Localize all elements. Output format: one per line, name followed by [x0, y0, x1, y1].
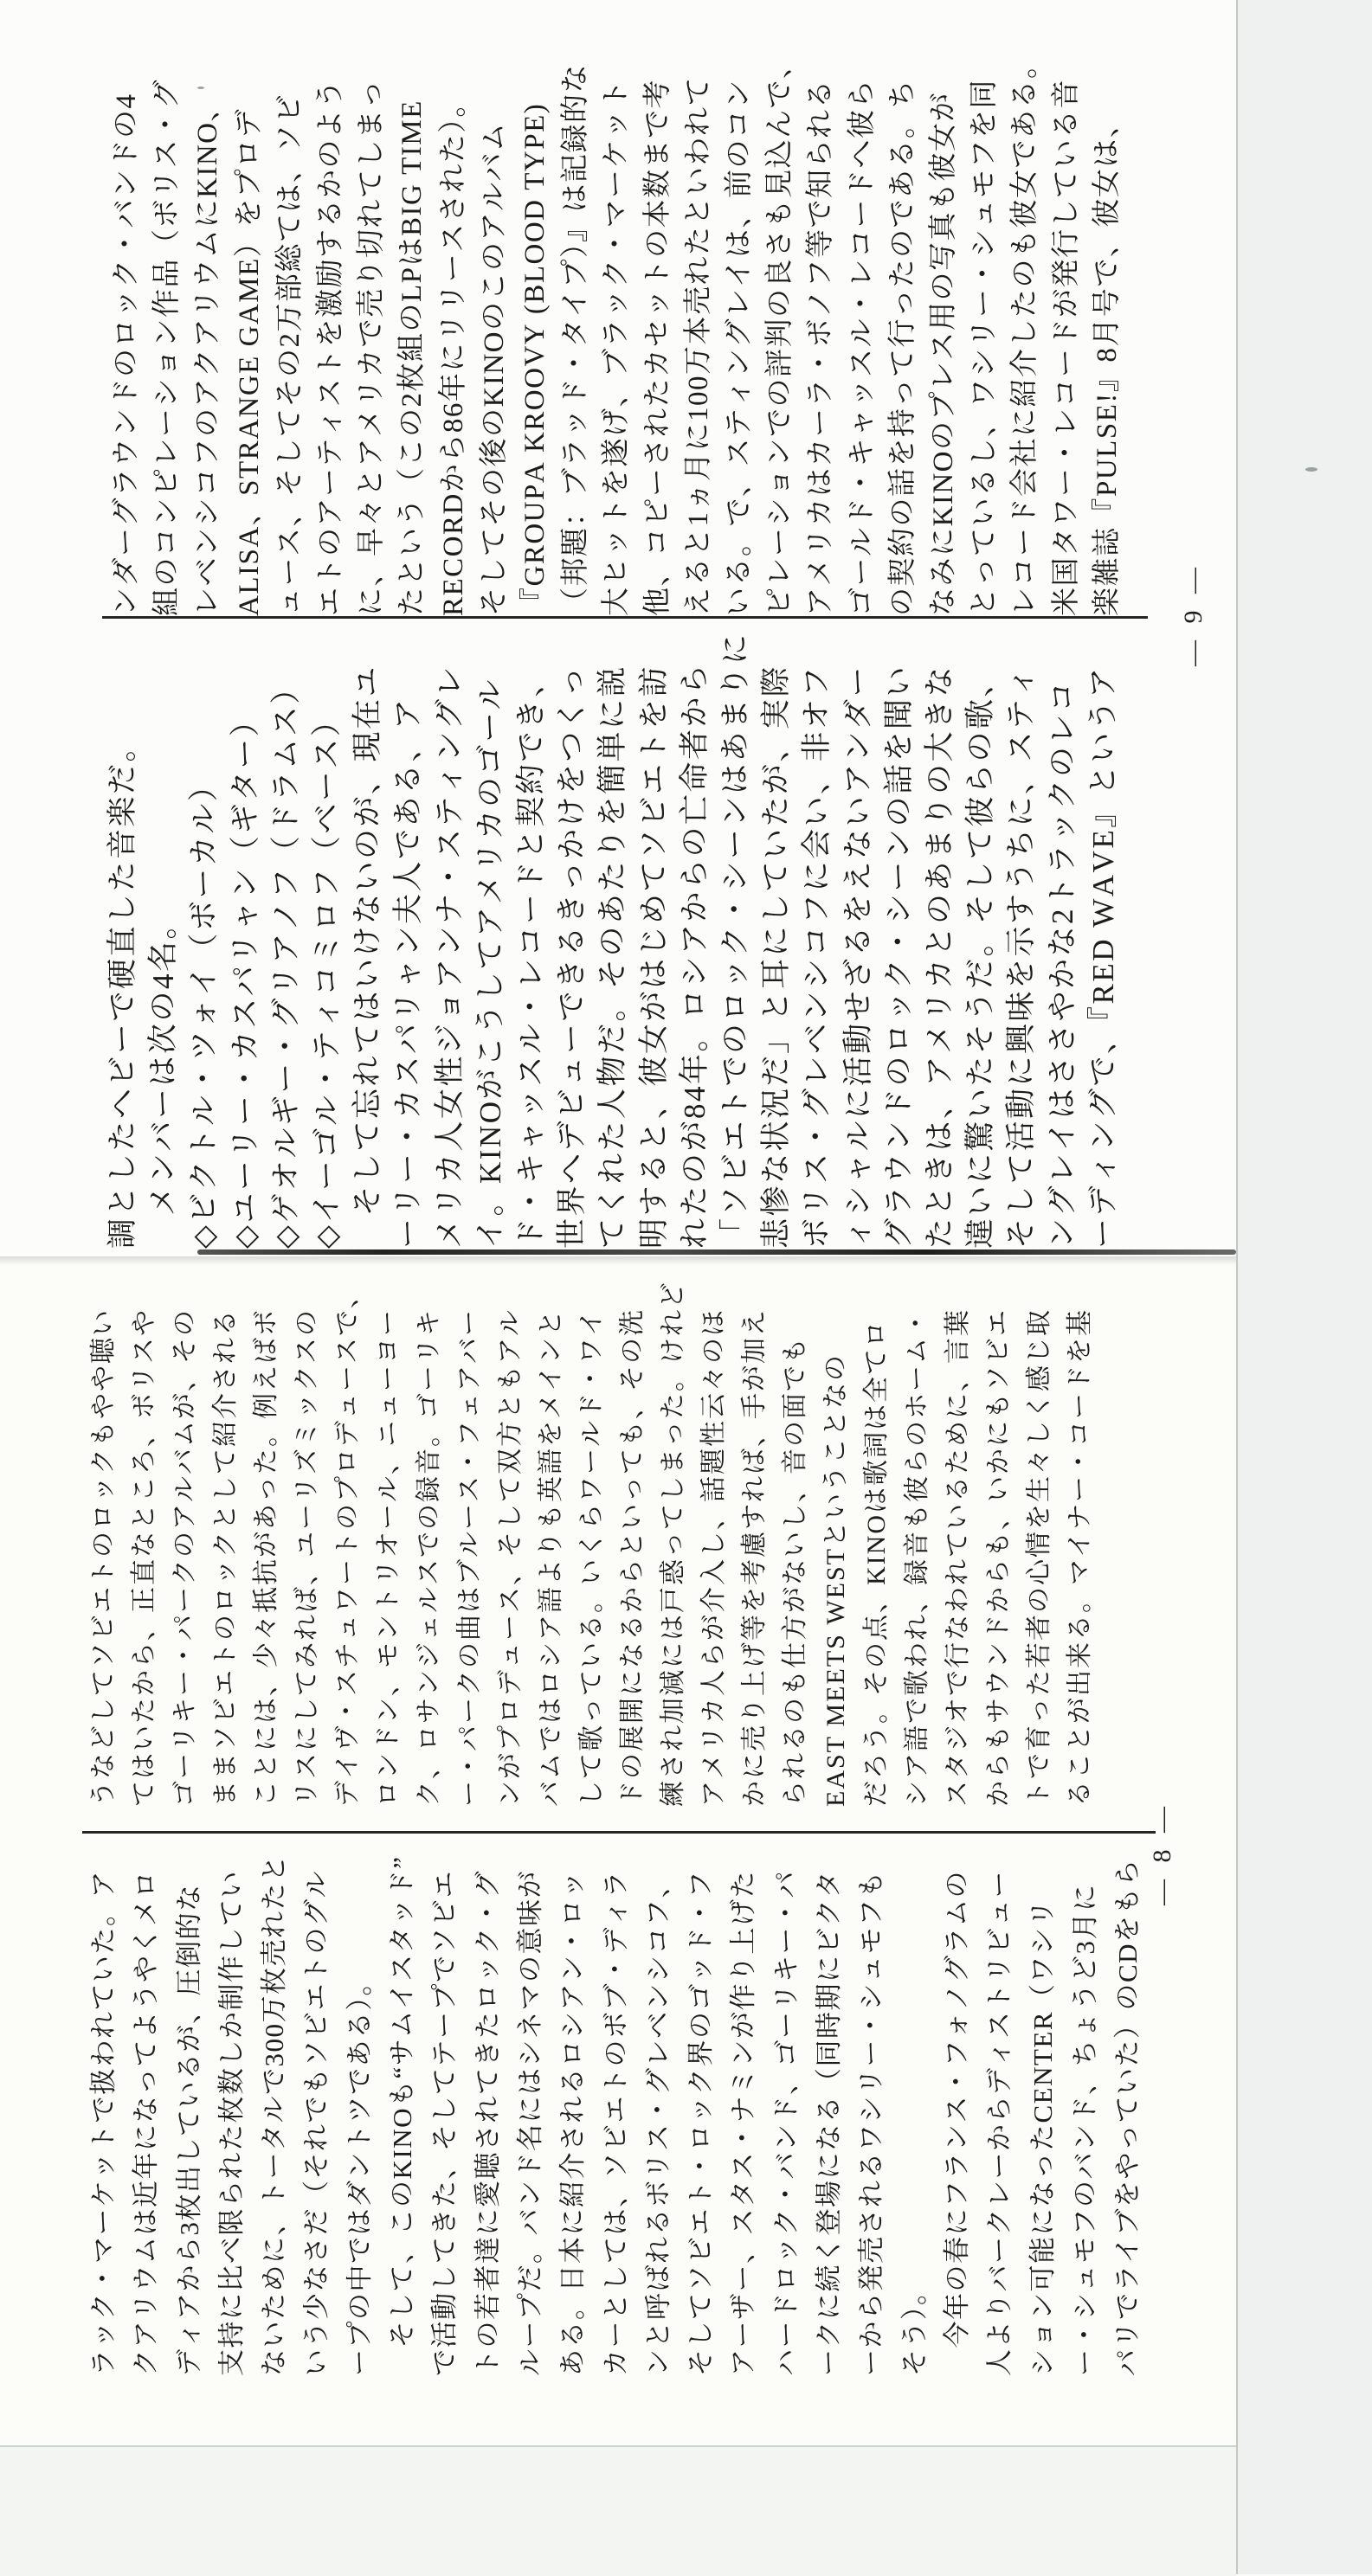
text-line: ーから発売されるワシリー・シュモフも — [856, 1870, 887, 2376]
page-number-8-text: ― 8 ― — [1148, 1802, 1176, 1905]
text-line: いる。で、スティングレイは、前のコン — [724, 79, 756, 616]
text-line: だろう。その点、KINOは歌詞は全てロ — [862, 1320, 891, 1807]
text-line: RECORDから86年にリリースされた）。 — [437, 87, 469, 616]
text-line: ンと呼ばれるボリス・グレベンシコフ、 — [642, 1870, 673, 2376]
page-overlap-edge — [197, 1249, 1236, 1255]
text-line: EAST MEETS WESTということなの — [821, 1353, 850, 1807]
page-number-8 — [1148, 1802, 1252, 1905]
text-line: ラック・マーケットで扱われていた。ア — [88, 1870, 119, 2376]
text-line: そして忘れてはいけないのが、現在ユ — [351, 664, 385, 1249]
text-line: そして、このKINOも“サムイスタッド” — [387, 1855, 418, 2376]
page-overlap-shadow — [0, 1256, 1236, 1265]
text-line: ーディングで、『RED WAVE』というア — [1085, 665, 1120, 1249]
copier-speck — [197, 87, 204, 89]
text-line: てはいたから、正直なところ、ボリスや — [130, 1308, 158, 1807]
text-line: ク、ロサンジェルスでの録音。ゴーリキ — [415, 1308, 443, 1807]
text-line: 『GROUPA KROOVY (BLOOD TYPE) — [519, 102, 551, 616]
text-line: ドの展開になるからといっても、その洗 — [618, 1308, 647, 1807]
text-line: そして活動に興味を示すうちに、スティ — [1004, 664, 1039, 1249]
text-line: 支持に比べ限られた枚数しか制作してい — [216, 1870, 247, 2376]
text-line: リスにしてみれば、ユーリズミックスの — [293, 1308, 321, 1807]
page9-text-column-right — [106, 48, 1128, 616]
text-line: たという（この2枚組のLPはBIG TIME — [396, 100, 428, 616]
text-line: 他、コピーされたカセットの本数まで考 — [641, 79, 673, 616]
scanner-margin-bottom — [0, 2445, 1236, 2576]
text-line: からもサウンドからも、いかにもソビエ — [984, 1308, 1013, 1807]
text-line: ALISA、STRANGE GAME）をプロデ — [233, 107, 265, 616]
page8-text-column-right — [83, 1281, 1100, 1807]
text-line: ことには、少々抵抗があった。例えばボ — [252, 1308, 280, 1807]
text-line: 調としたヘビーで硬直した音楽だ。 — [106, 729, 139, 1249]
text-line: えると1ヵ月に100万本売れたといわれて — [682, 76, 714, 616]
text-line: 練され加減には戸惑ってしまった。けれど — [659, 1281, 687, 1807]
text-line: アメリカ人らが介入し、話題性云々のほ — [699, 1308, 728, 1807]
text-line: ンがプロデュース、そして双方ともアル — [496, 1308, 525, 1807]
text-line: レコード会社に紹介したのも彼女である。 — [1009, 48, 1041, 616]
page-number-9-text: ― 9 ― — [1179, 562, 1208, 666]
text-line: メリカ人女性ジョアンナ・スティングレ — [432, 664, 467, 1249]
text-line: ることが出来る。マイナー・コードを基 — [1066, 1308, 1094, 1807]
text-line: ークに続く登場になる（同時期にビクタ — [814, 1870, 845, 2376]
text-line: ロンドン、モントリオール、ニューヨー — [374, 1308, 403, 1807]
text-line: クアリウムは近年になってようやくメロ — [131, 1870, 162, 2376]
text-line: エトのアーティストを激励するかのよう — [315, 79, 347, 616]
text-line: 今年の春にフランス・フォノグラムの — [941, 1870, 972, 2376]
text-line: 大ヒットを遂げ、ブラック・マーケット — [601, 79, 633, 616]
text-line: ングレイはささやかな2トラックのレコ — [1045, 679, 1079, 1249]
text-line: とっているし、ワシリー・シュモフを同 — [969, 79, 1001, 616]
page8-column-rule — [82, 1831, 1156, 1834]
text-line: 明すると、彼女がはじめてソビエトを訪 — [636, 664, 671, 1249]
text-line: 「ソビエトでのロック・シーンはあまりに — [718, 632, 753, 1249]
text-line: ゴールド・キャッスル・レコードへ彼ら — [846, 79, 878, 616]
text-line: （邦題：ブラッド・タイプ）』は記録的な — [560, 63, 592, 616]
text-line: たときは、アメリカとのあまりの大きな — [923, 664, 957, 1249]
text-line: そしてソビエト・ロック界のゴッド・フ — [686, 1870, 717, 2376]
text-line: ディアから3枚出しているが、圧倒的な — [173, 1883, 204, 2376]
text-line: 楽雑誌『PULSE!』8月号で、彼女は、 — [1091, 107, 1123, 616]
text-line: して歌っている。いくらワールド・ワイ — [577, 1308, 606, 1807]
text-line: られるのも仕方がないし、音の面でも — [781, 1336, 809, 1807]
text-line: 違いに驚いたそうだ。そして彼らの歌、 — [963, 664, 998, 1249]
copier-speck — [1305, 467, 1317, 472]
text-line: ーリー・カスパリャン夫人である、ア — [391, 697, 426, 1249]
text-line: ー・パークの曲はブルース・フェアバー — [455, 1308, 484, 1807]
text-line: ド・キャッスル・レコードと契約でき、 — [514, 664, 549, 1249]
text-line: で活動してきた、そしてテープでソビエ — [429, 1870, 461, 2376]
text-line: トの若者達に愛聴されてきたロック・グ — [472, 1870, 503, 2376]
page9-column-rule — [102, 616, 1148, 619]
text-line: の契約の話を持って行ったのである。ち — [886, 79, 918, 616]
text-line: ープの中ではダントツである）。 — [344, 1968, 375, 2376]
text-line: スタジオで行なわれているために、言葉 — [944, 1308, 972, 1807]
text-line: レベンシコフのアクアリウムにKINO、 — [192, 92, 224, 616]
text-line: アーザー、スタス・ナミンが作り上げた — [728, 1870, 759, 2376]
text-line: ◇イーゴル・ティコミロフ（ベース） — [310, 703, 345, 1249]
text-line: そう）。 — [899, 2277, 930, 2376]
text-line: ◇ビクトル・ツォイ（ボーカル） — [187, 768, 222, 1249]
text-line: 悲惨な状況だ」と耳にしていたが、実際 — [759, 664, 794, 1249]
text-line: ゴーリキー・パークのアルバムが、その — [171, 1308, 199, 1807]
text-line: ピレーションでの評判の良さも見込んで、 — [764, 48, 796, 616]
text-line: グラウンドのロック・シーンの話を聞い — [881, 664, 916, 1249]
text-line: 人よりバークレーからディストリビュー — [984, 1870, 1015, 2376]
text-line: アメリカはカーラ・ボノフ等で知られる — [805, 79, 837, 616]
page8-text-column-left — [82, 1853, 1150, 2376]
text-line: カーとしては、ソビエトのボブ・ディラ — [600, 1870, 631, 2376]
text-line: 世界へデビューできるきっかけをつくっ — [555, 664, 589, 1249]
text-line: パリでライブをやっていた）のCDをもら — [1112, 1858, 1143, 2376]
text-line: に、早々とアメリカで売り切れてしまっ — [356, 79, 388, 616]
text-line: ◇ユーリー・カスパリャン（ギター） — [228, 703, 262, 1249]
text-line: メンバーは次の4名。 — [146, 906, 181, 1249]
page-number-9 — [1179, 562, 1283, 666]
text-line: ボリス・グレベンシコフに会い、非オフ — [800, 664, 834, 1249]
text-line: ュース、そしてその2万部総ては、ソビ — [274, 93, 306, 616]
text-line: ある。日本に紹介されるロシアン・ロッ — [557, 1870, 589, 2376]
text-line: トで育った若者の心情を生々しく感じ取 — [1025, 1308, 1053, 1807]
text-line: ンダーグラウンドのロック・バンドの4 — [111, 93, 142, 616]
text-line: なみにKINOのプレス用の写真も彼女が — [928, 92, 960, 616]
scanner-margin-right — [1236, 0, 1372, 2574]
text-line: ション可能になったCENTER（ワシリ — [1027, 1898, 1058, 2376]
text-line: そしてその後のKINOのこのアルバム — [478, 121, 510, 616]
text-line: てくれた人物だ。そのあたりを簡単に説 — [596, 664, 630, 1249]
text-line: ままソビエトのロックとして紹介される — [211, 1308, 240, 1807]
page9-text-column-left — [102, 632, 1124, 1249]
text-line: シア語で歌われ、録音も彼らのホーム・ — [903, 1308, 931, 1807]
text-line: バムではロシア語よりも英語をメインと — [537, 1308, 565, 1807]
text-line: ー・シュモフのバンド、ちょうど3月に — [1069, 1883, 1100, 2376]
text-line: ループだ。バンド名にはシネマの意味が — [514, 1870, 545, 2376]
text-line: ハードロック・バンド、ゴーリキー・パ — [770, 1870, 802, 2376]
text-line: ィシャルに活動せざるをえないアンダー — [841, 664, 875, 1249]
text-line: ないために、トータルで300万枚売れたと — [259, 1853, 290, 2376]
text-line: ◇ゲオルギー・グリアノフ（ドラムス） — [268, 671, 303, 1249]
text-line: れたのが84年。ロシアからの亡命者から — [677, 662, 712, 1249]
text-line: かに売り上げ等を考慮すれば、手が加え — [740, 1308, 769, 1807]
text-line: うなどしてソビエトのロックもやや聴い — [89, 1308, 118, 1807]
text-line: 組のコンピレーション作品（ボリス・グ — [151, 79, 184, 616]
text-line: 米国タワー・レコードが発行している音 — [1050, 79, 1082, 616]
text-line: イ。KINOがこうしてアメリカのゴール — [473, 678, 507, 1249]
text-line: いう少なさだ（それでもソビエトのグル — [301, 1870, 332, 2376]
text-line: デイヴ・スチュワートのプロデュースで、 — [333, 1281, 362, 1807]
